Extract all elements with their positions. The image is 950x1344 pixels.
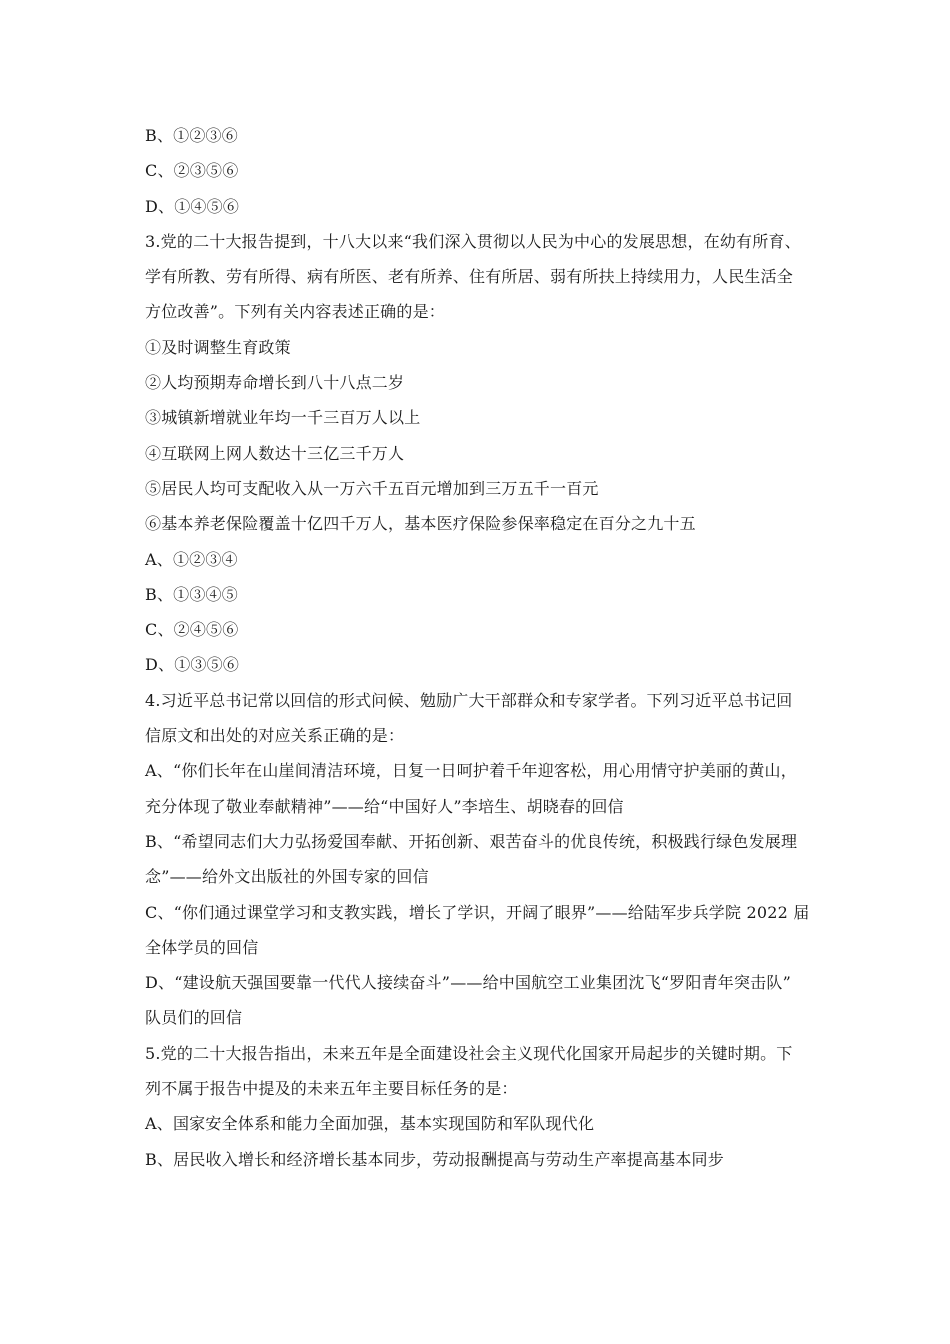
option-c-q2: C、②③⑤⑥ (145, 161, 239, 181)
question-3-line-1: 3.党的二十大报告提到，十八大以来“我们深入贯彻以人民为中心的发展思想，在幼有所育、 (145, 231, 801, 251)
option-d-q4-line-1: D、“建设航天强国要靠一代代人接续奋斗”——给中国航空工业集团沈飞“罗阳青年突击队” (145, 973, 791, 993)
option-b-q5: B、居民收入增长和经济增长基本同步，劳动报酬提高与劳动生产率提高基本同步 (145, 1149, 724, 1169)
option-d-q2: D、①④⑤⑥ (145, 196, 240, 216)
option-b-q3: B、①③④⑤ (145, 584, 238, 604)
option-a-q3: A、①②③④ (145, 549, 238, 569)
option-a-q4-line-1: A、“你们长年在山崖间清洁环境，日复一日呵护着千年迎客松，用心用情守护美丽的黄山， (145, 761, 797, 781)
question-4-line-1: 4.习近平总书记常以回信的形式问候、勉励广大干部群众和专家学者。下列习近平总书记回 (145, 690, 793, 710)
option-b-q4-line-1: B、“希望同志们大力弘扬爱国奉献、开拓创新、艰苦奋斗的优良传统，积极践行绿色发展理 (145, 831, 798, 851)
question-3-line-3: 方位改善”。下列有关内容表述正确的是： (145, 302, 445, 322)
option-a-q5: A、国家安全体系和能力全面加强，基本实现国防和军队现代化 (145, 1114, 595, 1134)
question-5-line-1: 5.党的二十大报告指出，未来五年是全面建设社会主义现代化国家开局起步的关键时期。下 (145, 1043, 793, 1063)
option-b-q2: B、①②③⑥ (145, 126, 238, 145)
option-a-q4-line-2: 充分体现了敬业奉献精神”——给“中国好人”李培生、胡晓春的回信 (145, 796, 624, 816)
q3-item-3: ③城镇新增就业年均一千三百万人以上 (145, 408, 421, 428)
option-b-q4-line-2: 念”——给外文出版社的外国专家的回信 (145, 867, 429, 887)
option-c-q4-line-2: 全体学员的回信 (145, 937, 259, 957)
q3-item-6: ⑥基本养老保险覆盖十亿四千万人，基本医疗保险参保率稳定在百分之九十五 (145, 514, 696, 534)
option-d-q4-line-2: 队员们的回信 (145, 1008, 243, 1028)
option-c-q4-line-1: C、“你们通过课堂学习和支教实践，增长了学识，开阔了眼界”——给陆军步兵学院 2022 届 (145, 902, 810, 922)
option-c-q3: C、②④⑤⑥ (145, 620, 239, 640)
q3-item-2: ②人均预期寿命增长到八十八点二岁 (145, 373, 405, 393)
question-5-line-2: 列不属于报告中提及的未来五年主要目标任务的是： (145, 1079, 518, 1099)
document-page (145, 118, 845, 1177)
q3-item-4: ④互联网上网人数达十三亿三千万人 (145, 443, 405, 463)
question-4-line-2: 信原文和出处的对应关系正确的是： (145, 726, 405, 746)
q3-item-1: ①及时调整生育政策 (145, 337, 291, 357)
q3-item-5: ⑤居民人均可支配收入从一万六千五百元增加到三万五千一百元 (145, 478, 599, 498)
question-3-line-2: 学有所教、劳有所得、病有所医、老有所养、住有所居、弱有所扶上持续用力，人民生活全 (145, 267, 794, 287)
option-d-q3: D、①③⑤⑥ (145, 655, 240, 675)
